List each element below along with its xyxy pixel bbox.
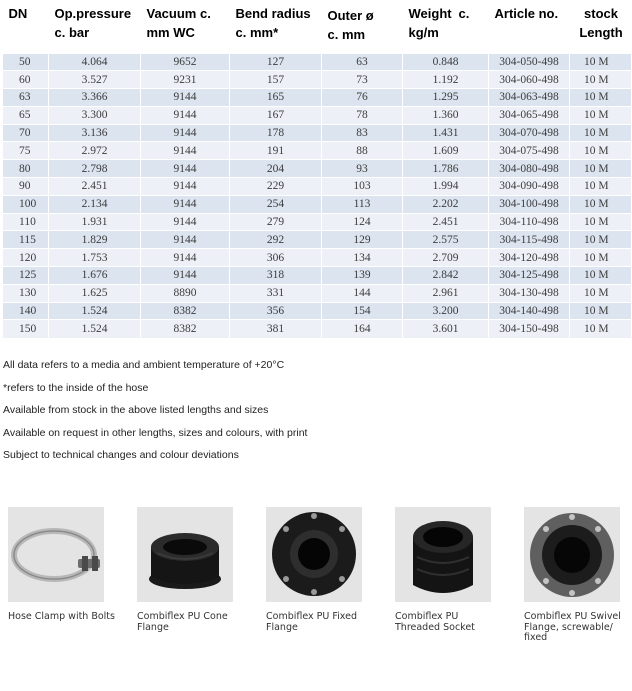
vacuum-cell: 9144 xyxy=(141,213,230,231)
dn-cell: 120 xyxy=(3,249,49,267)
spec-table xyxy=(2,0,631,338)
hose-clamp-icon xyxy=(8,507,104,602)
article-no-cell: 304-110-498 xyxy=(489,213,570,231)
stock-length-cell: 10 M xyxy=(570,320,631,338)
dn-cell: 140 xyxy=(3,302,49,320)
weight-cell: 1.360 xyxy=(403,106,489,124)
weight-cell: 0.848 xyxy=(403,53,489,71)
outer-diameter-cell: 129 xyxy=(322,231,403,249)
product-threaded-socket: Combiflex PU Threaded Socket xyxy=(395,507,513,633)
swivel-flange-icon xyxy=(524,507,620,602)
table-row xyxy=(3,249,631,267)
weight-cell: 3.200 xyxy=(403,302,489,320)
vacuum-cell: 9144 xyxy=(141,124,230,142)
note-stock: Available from stock in the above listed lengths and sizes xyxy=(3,404,269,416)
article-no-cell: 304-140-498 xyxy=(489,302,570,320)
pressure-cell: 1.625 xyxy=(49,284,141,302)
pressure-cell: 3.527 xyxy=(49,71,141,89)
weight-cell: 1.786 xyxy=(403,160,489,178)
vacuum-cell: 9144 xyxy=(141,142,230,160)
table-row xyxy=(3,178,631,196)
outer-diameter-cell: 83 xyxy=(322,124,403,142)
weight-cell: 1.609 xyxy=(403,142,489,160)
dn-cell: 70 xyxy=(3,124,49,142)
table-row xyxy=(3,142,631,160)
dn-cell: 90 xyxy=(3,178,49,196)
bend-radius-cell: 191 xyxy=(230,142,322,160)
outer-diameter-cell: 113 xyxy=(322,195,403,213)
table-row xyxy=(3,124,631,142)
outer-diameter-cell: 93 xyxy=(322,160,403,178)
stock-length-cell: 10 M xyxy=(570,71,631,89)
product-swivel-flange: Combiflex PU Swivel Flange, screwable/ fixed xyxy=(524,507,632,644)
outer-diameter-cell: 103 xyxy=(322,178,403,196)
dn-cell: 50 xyxy=(3,53,49,71)
pressure-cell: 3.366 xyxy=(49,89,141,107)
bend-radius-cell: 356 xyxy=(230,302,322,320)
vacuum-cell: 8382 xyxy=(141,320,230,338)
outer-diameter-cell: 88 xyxy=(322,142,403,160)
dn-cell: 80 xyxy=(3,160,49,178)
bend-radius-cell: 204 xyxy=(230,160,322,178)
outer-diameter-cell: 76 xyxy=(322,89,403,107)
table-row xyxy=(3,213,631,231)
threaded-socket-icon xyxy=(395,507,491,602)
note-temperature: All data refers to a media and ambient temperature of +20°C xyxy=(3,359,285,371)
weight-cell: 2.842 xyxy=(403,267,489,285)
bend-radius-cell: 167 xyxy=(230,106,322,124)
outer-diameter-cell: 78 xyxy=(322,106,403,124)
note-bend-radius: *refers to the inside of the hose xyxy=(3,381,149,394)
table-row xyxy=(3,302,631,320)
bend-radius-cell: 229 xyxy=(230,178,322,196)
note-subject-to-change: Subject to technical changes and colour deviations xyxy=(3,449,239,461)
outer-diameter-cell: 154 xyxy=(322,302,403,320)
stock-length-cell: 10 M xyxy=(570,302,631,320)
pressure-cell: 1.931 xyxy=(49,213,141,231)
stock-length-cell: 10 M xyxy=(570,195,631,213)
vacuum-cell: 9144 xyxy=(141,195,230,213)
header-article-no: Article no. xyxy=(489,0,570,53)
article-no-cell: 304-050-498 xyxy=(489,53,570,71)
stock-length-cell: 10 M xyxy=(570,106,631,124)
bend-radius-cell: 292 xyxy=(230,231,322,249)
bend-radius-cell: 306 xyxy=(230,249,322,267)
fixed-flange-icon xyxy=(266,507,362,602)
weight-cell: 2.575 xyxy=(403,231,489,249)
table-row xyxy=(3,284,631,302)
stock-length-cell: 10 M xyxy=(570,249,631,267)
stock-length-cell: 10 M xyxy=(570,267,631,285)
stock-length-cell: 10 M xyxy=(570,231,631,249)
header-weight-c: c. xyxy=(459,0,489,53)
weight-cell: 3.601 xyxy=(403,320,489,338)
article-no-cell: 304-090-498 xyxy=(489,178,570,196)
article-no-cell: 304-065-498 xyxy=(489,106,570,124)
dn-cell: 100 xyxy=(3,195,49,213)
bend-radius-cell: 178 xyxy=(230,124,322,142)
article-no-cell: 304-063-498 xyxy=(489,89,570,107)
outer-diameter-cell: 144 xyxy=(322,284,403,302)
header-dn: DN xyxy=(3,0,49,53)
product-fixed-flange: Combiflex PU Fixed Flange xyxy=(266,507,384,633)
article-no-cell: 304-150-498 xyxy=(489,320,570,338)
stock-length-cell: 10 M xyxy=(570,142,631,160)
table-row xyxy=(3,89,631,107)
weight-cell: 1.192 xyxy=(403,71,489,89)
weight-cell: 2.202 xyxy=(403,195,489,213)
article-no-cell: 304-075-498 xyxy=(489,142,570,160)
header-weight: Weight kg/m xyxy=(403,0,459,53)
stock-length-cell: 10 M xyxy=(570,284,631,302)
dn-cell: 125 xyxy=(3,267,49,285)
table-row xyxy=(3,195,631,213)
dn-cell: 60 xyxy=(3,71,49,89)
stock-length-cell: 10 M xyxy=(570,53,631,71)
pressure-cell: 3.300 xyxy=(49,106,141,124)
dn-cell: 65 xyxy=(3,106,49,124)
cone-flange-icon xyxy=(137,507,233,602)
outer-diameter-cell: 134 xyxy=(322,249,403,267)
vacuum-cell: 9652 xyxy=(141,53,230,71)
header-outer-diameter: Outer ø c. mm xyxy=(322,0,403,53)
bend-radius-cell: 165 xyxy=(230,89,322,107)
stock-length-cell: 10 M xyxy=(570,178,631,196)
table-row xyxy=(3,53,631,71)
table-row xyxy=(3,160,631,178)
bend-radius-cell: 254 xyxy=(230,195,322,213)
outer-diameter-cell: 164 xyxy=(322,320,403,338)
stock-length-cell: 10 M xyxy=(570,160,631,178)
bend-radius-cell: 127 xyxy=(230,53,322,71)
table-row xyxy=(3,320,631,338)
table-row xyxy=(3,71,631,89)
header-bend-radius: Bend radius c. mm* xyxy=(230,0,322,53)
spec-table-body xyxy=(3,53,631,338)
vacuum-cell: 8890 xyxy=(141,284,230,302)
article-no-cell: 304-120-498 xyxy=(489,249,570,267)
vacuum-cell: 9144 xyxy=(141,249,230,267)
vacuum-cell: 9231 xyxy=(141,71,230,89)
weight-cell: 1.295 xyxy=(403,89,489,107)
outer-diameter-cell: 139 xyxy=(322,267,403,285)
vacuum-cell: 9144 xyxy=(141,89,230,107)
outer-diameter-cell: 63 xyxy=(322,53,403,71)
header-stock-length: stock Length xyxy=(570,0,631,53)
header-op-pressure: Op.pressure c. bar xyxy=(49,0,141,53)
article-no-cell: 304-125-498 xyxy=(489,267,570,285)
pressure-cell: 2.451 xyxy=(49,178,141,196)
pressure-cell: 4.064 xyxy=(49,53,141,71)
weight-cell: 1.431 xyxy=(403,124,489,142)
note-on-request: Available on request in other lengths, sizes and colours, with print xyxy=(3,426,308,439)
dn-cell: 130 xyxy=(3,284,49,302)
pressure-cell: 2.134 xyxy=(49,195,141,213)
pressure-cell: 1.829 xyxy=(49,231,141,249)
article-no-cell: 304-115-498 xyxy=(489,231,570,249)
notes xyxy=(3,355,623,468)
weight-cell: 2.961 xyxy=(403,284,489,302)
weight-cell: 1.994 xyxy=(403,178,489,196)
table-row xyxy=(3,231,631,249)
bend-radius-cell: 381 xyxy=(230,320,322,338)
pressure-cell: 1.676 xyxy=(49,267,141,285)
pressure-cell: 2.798 xyxy=(49,160,141,178)
table-row xyxy=(3,267,631,285)
vacuum-cell: 8382 xyxy=(141,302,230,320)
table-row xyxy=(3,106,631,124)
pressure-cell: 2.972 xyxy=(49,142,141,160)
stock-length-cell: 10 M xyxy=(570,89,631,107)
vacuum-cell: 9144 xyxy=(141,106,230,124)
vacuum-cell: 9144 xyxy=(141,178,230,196)
article-no-cell: 304-130-498 xyxy=(489,284,570,302)
product-cone-flange: Combiflex PU Cone Flange xyxy=(137,507,255,633)
dn-cell: 150 xyxy=(3,320,49,338)
article-no-cell: 304-080-498 xyxy=(489,160,570,178)
pressure-cell: 1.524 xyxy=(49,320,141,338)
weight-cell: 2.451 xyxy=(403,213,489,231)
stock-length-cell: 10 M xyxy=(570,213,631,231)
bend-radius-cell: 318 xyxy=(230,267,322,285)
dn-cell: 115 xyxy=(3,231,49,249)
dn-cell: 75 xyxy=(3,142,49,160)
header-vacuum: Vacuum c. mm WC xyxy=(141,0,230,53)
vacuum-cell: 9144 xyxy=(141,267,230,285)
bend-radius-cell: 279 xyxy=(230,213,322,231)
pressure-cell: 1.524 xyxy=(49,302,141,320)
pressure-cell: 3.136 xyxy=(49,124,141,142)
outer-diameter-cell: 73 xyxy=(322,71,403,89)
stock-length-cell: 10 M xyxy=(570,124,631,142)
bend-radius-cell: 157 xyxy=(230,71,322,89)
article-no-cell: 304-070-498 xyxy=(489,124,570,142)
article-no-cell: 304-100-498 xyxy=(489,195,570,213)
product-hose-clamp: Hose Clamp with Bolts xyxy=(8,507,126,623)
article-no-cell: 304-060-498 xyxy=(489,71,570,89)
vacuum-cell: 9144 xyxy=(141,160,230,178)
bend-radius-cell: 331 xyxy=(230,284,322,302)
vacuum-cell: 9144 xyxy=(141,231,230,249)
weight-cell: 2.709 xyxy=(403,249,489,267)
pressure-cell: 1.753 xyxy=(49,249,141,267)
dn-cell: 63 xyxy=(3,89,49,107)
table-header-row xyxy=(3,0,631,53)
outer-diameter-cell: 124 xyxy=(322,213,403,231)
dn-cell: 110 xyxy=(3,213,49,231)
